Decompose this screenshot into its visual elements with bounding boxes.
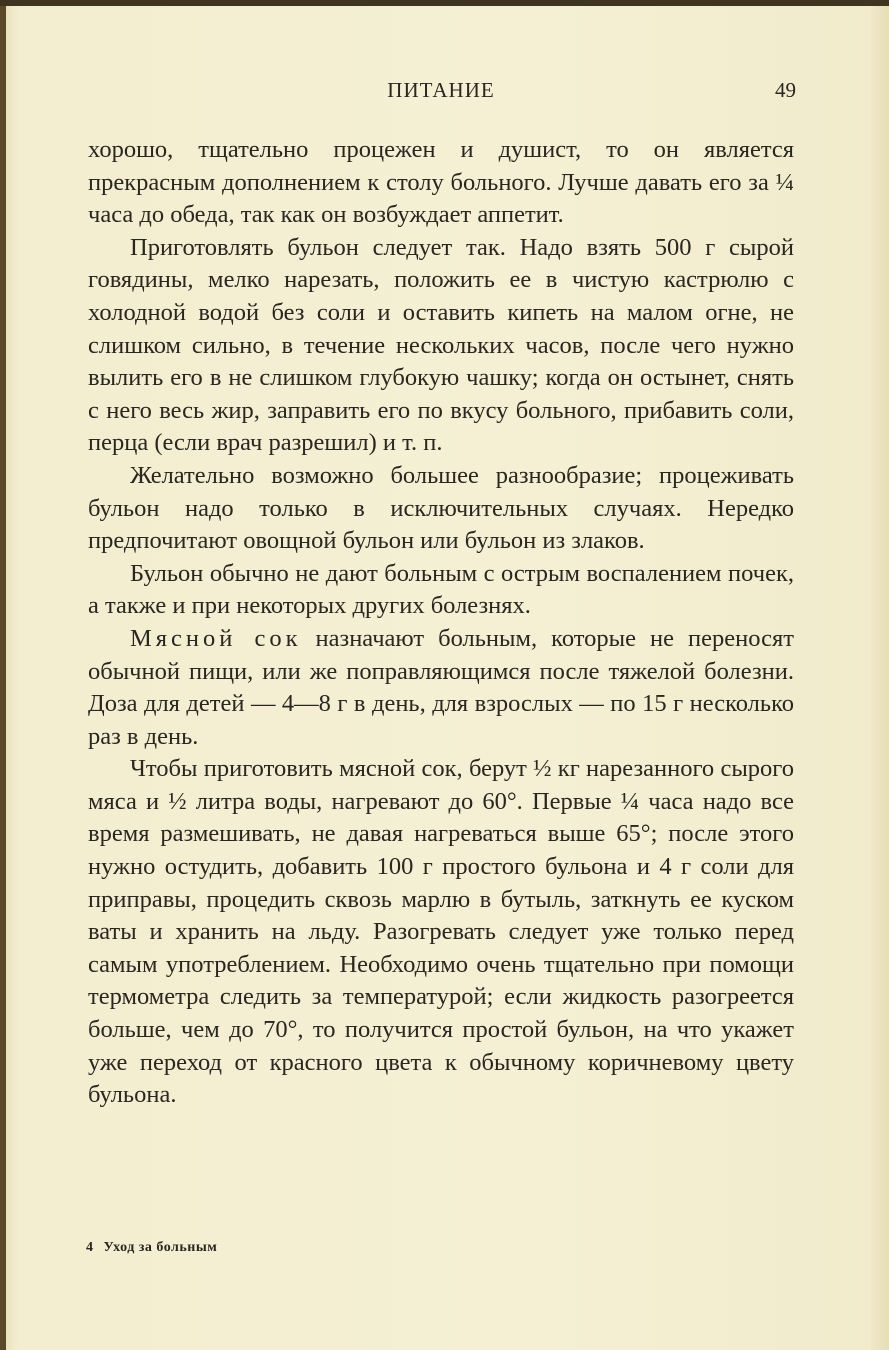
paragraph-text: хорошо, тщательно процежен и душист, то он является прекрасным дополнением к столу больного. Лучше давать его за ¼ часа до обеда, так как он возбуждает аппетит.	[88, 136, 794, 229]
signature-mark	[86, 1240, 217, 1256]
paragraph-3	[88, 460, 794, 558]
paragraph-2	[88, 232, 794, 460]
signature-title: Уход за больным	[103, 1240, 218, 1255]
paragraph-text: назначают больным, которые не переносят обычной пищи, или же поправляющимся после тяжелой болезни. Доза для детей — 4—8 г в день, для взрослых — по 15 г несколько раз в день.	[88, 624, 794, 750]
paragraph-5	[88, 623, 794, 753]
body-text	[88, 134, 794, 1112]
term-heading: Мясной сок	[130, 624, 302, 652]
paragraph-text: Чтобы приготовить мясной сок, берут ½ кг нарезанного сырого мяса и ½ литра воды, нагревают до 60°. Первые ¼ часа надо все время размешивать, не давая нагреваться выше 65°; после этого нужно остудить, добавить 100 г простого бульона и 4 г соли для приправы, процедить сквозь марлю в бутыль, заткнуть ее куском ваты и хранить на льду. Разогревать следует уже только перед самым употреблением. Необходимо очень тщательно при помощи термометра следить за температурой; если жидкость разогреется больше, чем до 70°, то получится простой бульон, на что укажет уже переход от красного цвета к обычному коричневому цвету бульона.	[88, 755, 794, 1109]
paragraph-6	[88, 753, 794, 1112]
paragraph-4	[88, 558, 794, 623]
page-edge	[871, 0, 889, 1350]
paragraph-text: Бульон обычно не дают больным с острым воспалением почек, а также и при некоторых других болезнях.	[88, 559, 794, 620]
page-header	[86, 72, 796, 112]
page-number: 49	[775, 78, 796, 102]
paragraph-1	[88, 134, 794, 232]
paragraph-text: Желательно возможно большее разнообразие; процеживать бульон надо только в исключительных случаях. Нередко предпочитают овощной бульон или бульон из злаков.	[88, 461, 794, 555]
paragraph-text: Приготовлять бульон следует так. Надо взять 500 г сырой говядины, мелко нарезать, положить ее в чистую кастрюлю с холодной водой без соли и оставить кипеть на малом огне, не слишком сильно, в течение нескольких часов, после чего нужно вылить его в не слишком глубокую чашку; когда он остынет, снять с него весь жир, заправить его по вкусу больного, прибавить соли, перца (если врач разрешил) и т. п.	[88, 233, 794, 457]
running-title: ПИТАНИЕ	[387, 78, 495, 102]
signature-number: 4	[86, 1240, 94, 1255]
